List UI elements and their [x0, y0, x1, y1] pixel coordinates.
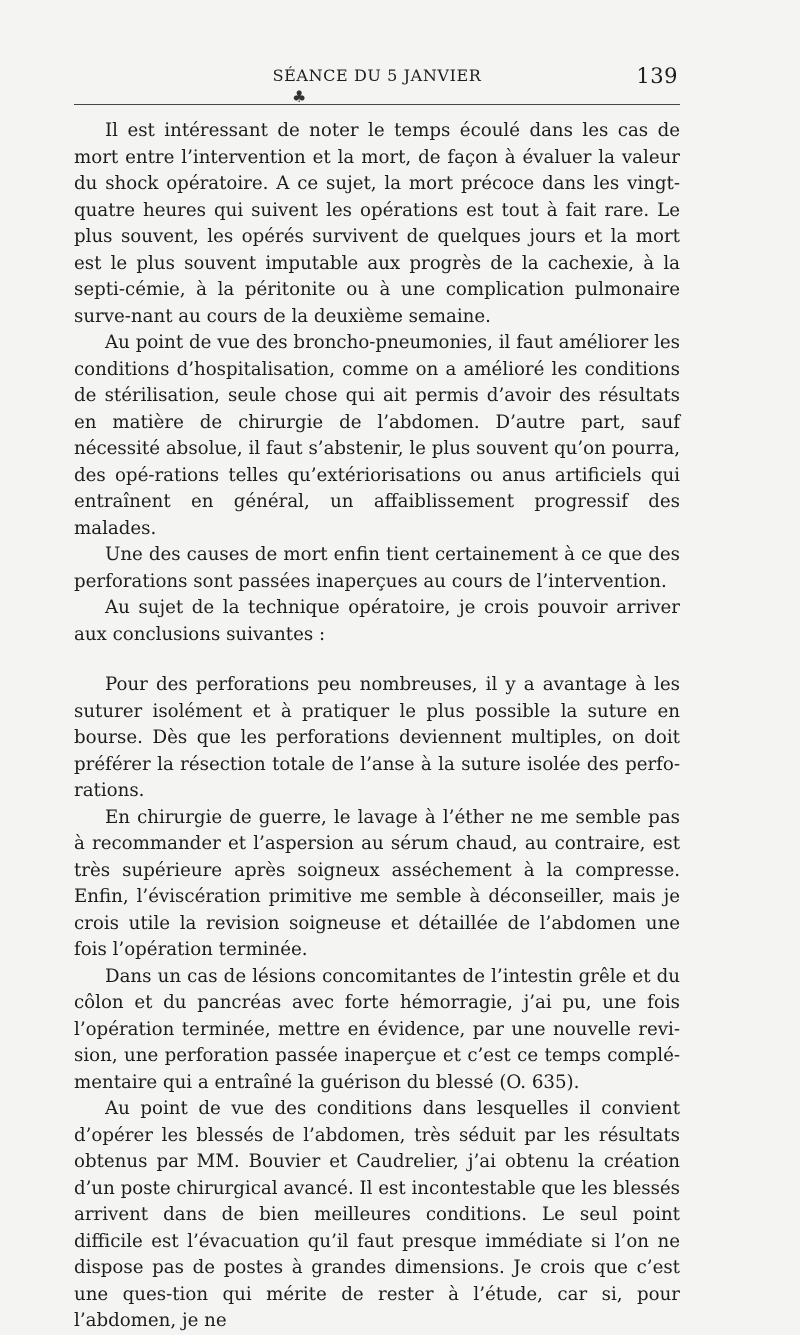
paragraph-7: Dans un cas de lésions concomitantes de l’intestin grêle et du côlon et du pancréas avec forte hémorragie, j’ai pu, une fois l’opération terminée, mettre en évidence, par une nouvelle revi-sion, une perforation passée inaperçue et c’est ce temps complé-mentaire qui a entraîné la guérison du blessé (O. 635).	[74, 965, 680, 1093]
paragraph-3: Une des causes de mort enfin tient certainement à ce que des perforations sont passées inaperçues au cours de l’intervention.	[74, 544, 680, 592]
section-spacer	[74, 648, 680, 672]
header-rule	[74, 104, 680, 105]
paragraph-6: En chirurgie de guerre, le lavage à l’éther ne me semble pas à recommander et l’aspersion au sérum chaud, au contraire, est très supérieure après soigneux asséchement à la compresse. Enfin, l’éviscération primitive me semble à déconseiller, mais je crois utile la revision soigneuse et détaillée de l’abdomen une fois l’opération terminée.	[74, 806, 680, 960]
page-number: 139	[636, 64, 678, 88]
running-head	[74, 64, 680, 98]
paragraph-2: Au point de vue des broncho-pneumonies, il faut améliorer les conditions d’hospitalisation, comme on a amélioré les conditions de stérilisation, seule chose qui ait permis d’avoir des résultats en matière de chirurgie de l’abdomen. D’autre part, sauf nécessité absolue, il faut s’abstenir, le plus souvent qu’on pourra, des opé-rations telles qu’extériorisations ou anus artificiels qui entraînent en général, un affaiblissement progressif des malades.	[74, 332, 680, 539]
paragraph-1: Il est intéressant de noter le temps écoulé dans les cas de mort entre l’intervention et la mort, de façon à évaluer la valeur du shock opératoire. A ce sujet, la mort précoce dans les vingt-quatre heures qui suivent les opérations est tout à fait rare. Le plus souvent, les opérés survivent de quelques jours et la mort est le plus souvent imputable aux progrès de la cachexie, à la septi-cémie, à la péritonite ou à une complication pulmonaire surve-nant au cours de la deuxième semaine.	[74, 120, 680, 327]
running-title: SÉANCE DU 5 JANVIER	[272, 66, 482, 85]
paragraph-5: Pour des perforations peu nombreuses, il y a avantage à les suturer isolément et à pratiquer le plus possible la suture en bourse. Dès que les perforations deviennent multiples, on doit préférer la résection totale de l’anse à la suture isolée des perfo-rations.	[74, 674, 680, 801]
paragraph-8: Au point de vue des conditions dans lesquelles il convient d’opérer les blessés de l’abdomen, très séduit par les résultats obtenus par MM. Bouvier et Caudrelier, j’ai obtenu la création d’un poste chirurgical avancé. Il est incontestable que les blessés arrivent dans de bien meilleures conditions. Le seul point difficile est l’évacuation qu’il faut presque immédiate si l’on ne dispose pas de postes à grandes dimensions. Je crois que c’est une ques-tion qui mérite de rester à l’étude, car si, pour l’abdomen, je ne	[74, 1098, 680, 1331]
paragraph-4: Au sujet de la technique opératoire, je crois pouvoir arriver aux conclusions suivantes :	[74, 597, 680, 645]
ornament-icon: ♣	[292, 87, 307, 106]
body-text	[74, 118, 680, 1335]
